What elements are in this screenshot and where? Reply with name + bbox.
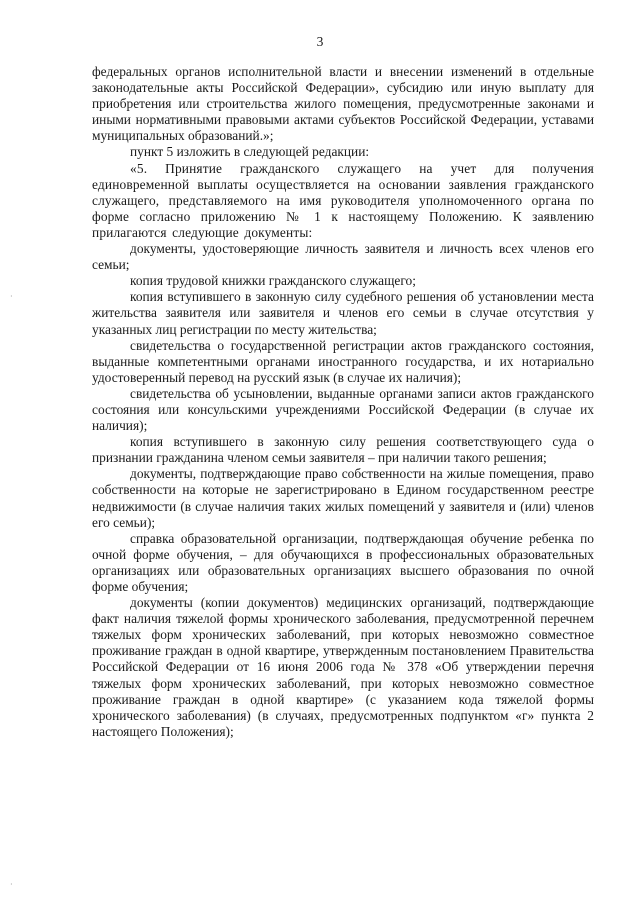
paragraph-identity-documents: документы, удостоверяющие личность заявителя и личность всех членов его семьи; — [92, 241, 594, 273]
page-number: 3 — [316, 34, 324, 49]
paragraph-court-family-member: копия вступившего в законную силу решения соответствующего суда о признании гражданина членом семьи заявителя – при наличии такого решения; — [92, 434, 594, 466]
paragraph-education-certificate: справка образовательной организации, подтверждающая обучение ребенка по очной форме обучения, – для обучающихся в профессиональных образовательных организациях или образовательных организациях высшего образования по очной форме обучения; — [92, 530, 594, 594]
paragraph-foreign-certificates: свидетельства о государственной регистрации актов гражданского состояния, выданные компетентными органами иностранного государства, и их нотариально удостоверенный перевод на русский язык (в случае их наличия); — [92, 337, 594, 385]
paragraph-item-5-intro: пункт 5 изложить в следующей редакции: — [130, 144, 370, 160]
paragraph-court-residence: копия вступившего в законную силу судебного решения об установлении места жительства заявителя или заявителя и членов его семьи в случае отсутствия у указанных лиц регистрации по месту жительства; — [92, 289, 594, 337]
paragraph-item-5: «5. Принятие гражданского служащего на учет для получения единовременной выплаты осуществляется на основании заявления гражданского служащего, представляемого на имя руководителя уполномоченного органа по форме согласно приложению № 1 к настоящему Положению. К заявлению прилагаются следующие документы: — [92, 160, 594, 240]
paragraph-ownership-documents: документы, подтверждающие право собственности на жилые помещения, право собственности на которые не зарегистрировано в Едином государственном реестре недвижимости (в случае наличия таких жилых помещений у заявителя и (или) членов его семьи); — [92, 466, 594, 530]
scan-mark: · — [10, 880, 13, 889]
paragraph-medical-documents: документы (копии документов) медицинских организаций, подтверждающие факт наличия тяжелой формы хронического заболевания, предусмотренной перечнем тяжелых форм хронических заболеваний, при которых невозможно совместное проживание граждан в одной квартире, утвержденным постановлением Правительства Российской Федерации от 16 июня 2006 года № 378 «Об утверждении перечня тяжелых форм хронических заболеваний, при которых невозможно совместное проживание граждан в одной квартире» (с указанием кода тяжелой формы хронического заболевания) (в случаях, предусмотренных подпунктом «г» пункта 2 настоящего Положения); — [92, 595, 594, 739]
paragraph-continuation: федеральных органов исполнительной власти и внесении изменений в отдельные законодательные акты Российской Федерации», субсидию или иную выплату для приобретения или строительства жилого помещения, предусмотренные законами и иными нормативными правовыми актами субъектов Российской Федерации, уставами муниципальных образований.»; — [92, 64, 594, 144]
paragraph-employment-record: копия трудовой книжки гражданского служащего; — [130, 273, 416, 289]
document-body — [92, 64, 594, 740]
scan-mark: · — [10, 292, 13, 301]
paragraph-adoption-certificates: свидетельства об усыновлении, выданные органами записи актов гражданского состояния или консульскими учреждениями Российской Федерации (в случае их наличия); — [92, 385, 594, 434]
